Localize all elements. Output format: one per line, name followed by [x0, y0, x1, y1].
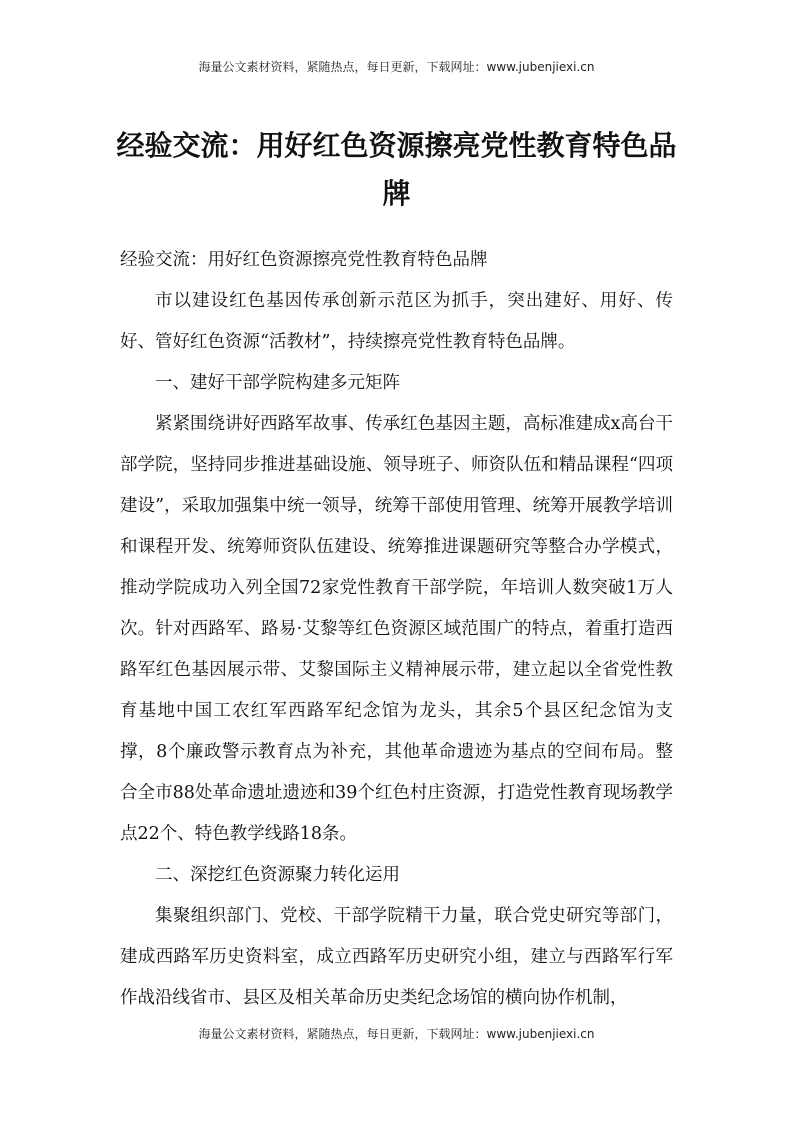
- document-body: [120, 240, 673, 1019]
- section-1-paragraph: 紧紧围绕讲好西路军故事、传承红色基因主题，高标准建成x高台干部学院，坚持同步推进基础设施、领导班子、师资队伍和精品课程“四项建设”，采取加强集中统一领导，统筹干部使用管理、统筹开展教学培训和课程开发、统筹师资队伍建设、统筹推进课题研究等整合办学模式，推动学院成功入列全国72家党性教育干部学院，年培训人数突破1万人次。针对西路军、路易·艾黎等红色资源区域范围广的特点，着重打造西路军红色基因展示带、艾黎国际主义精神展示带，建立起以全省党性教育基地中国工农红军西路军纪念馆为龙头，其余5个县区纪念馆为支撑，8个廉政警示教育点为补充，其他革命遗迹为基点的空间布局。整合全市88处革命遗址遗迹和39个红色村庄资源，打造党性教育现场教学点22个、特色教学线路18条。: [120, 414, 673, 844]
- footer-note: 海量公文素材资料，紧随热点，每日更新，下载网址：www.jubenjiexi.cn: [198, 1027, 595, 1041]
- section-2-paragraph: 集聚组织部门、党校、干部学院精干力量，联合党史研究等部门，建成西路军历史资料室，成立西路军历史研究小组，建立与西路军行军作战沿线省市、县区及相关革命历史类纪念场馆的横向协作机制，: [120, 906, 673, 1008]
- section-2-heading: 二、深挖红色资源聚力转化运用: [155, 865, 400, 885]
- header-note: 海量公文素材资料，紧随热点，每日更新，下载网址：www.jubenjiexi.cn: [198, 60, 595, 74]
- section-1-heading: 一、建好干部学院构建多元矩阵: [155, 373, 400, 393]
- document-title: 经验交流：用好红色资源擦亮党性教育特色品牌: [116, 129, 677, 210]
- document-subtitle: 经验交流：用好红色资源擦亮党性教育特色品牌: [120, 250, 488, 270]
- intro-paragraph: 市以建设红色基因传承创新示范区为抓手，突出建好、用好、传好、管好红色资源“活教材”，持续擦亮党性教育特色品牌。: [120, 291, 673, 352]
